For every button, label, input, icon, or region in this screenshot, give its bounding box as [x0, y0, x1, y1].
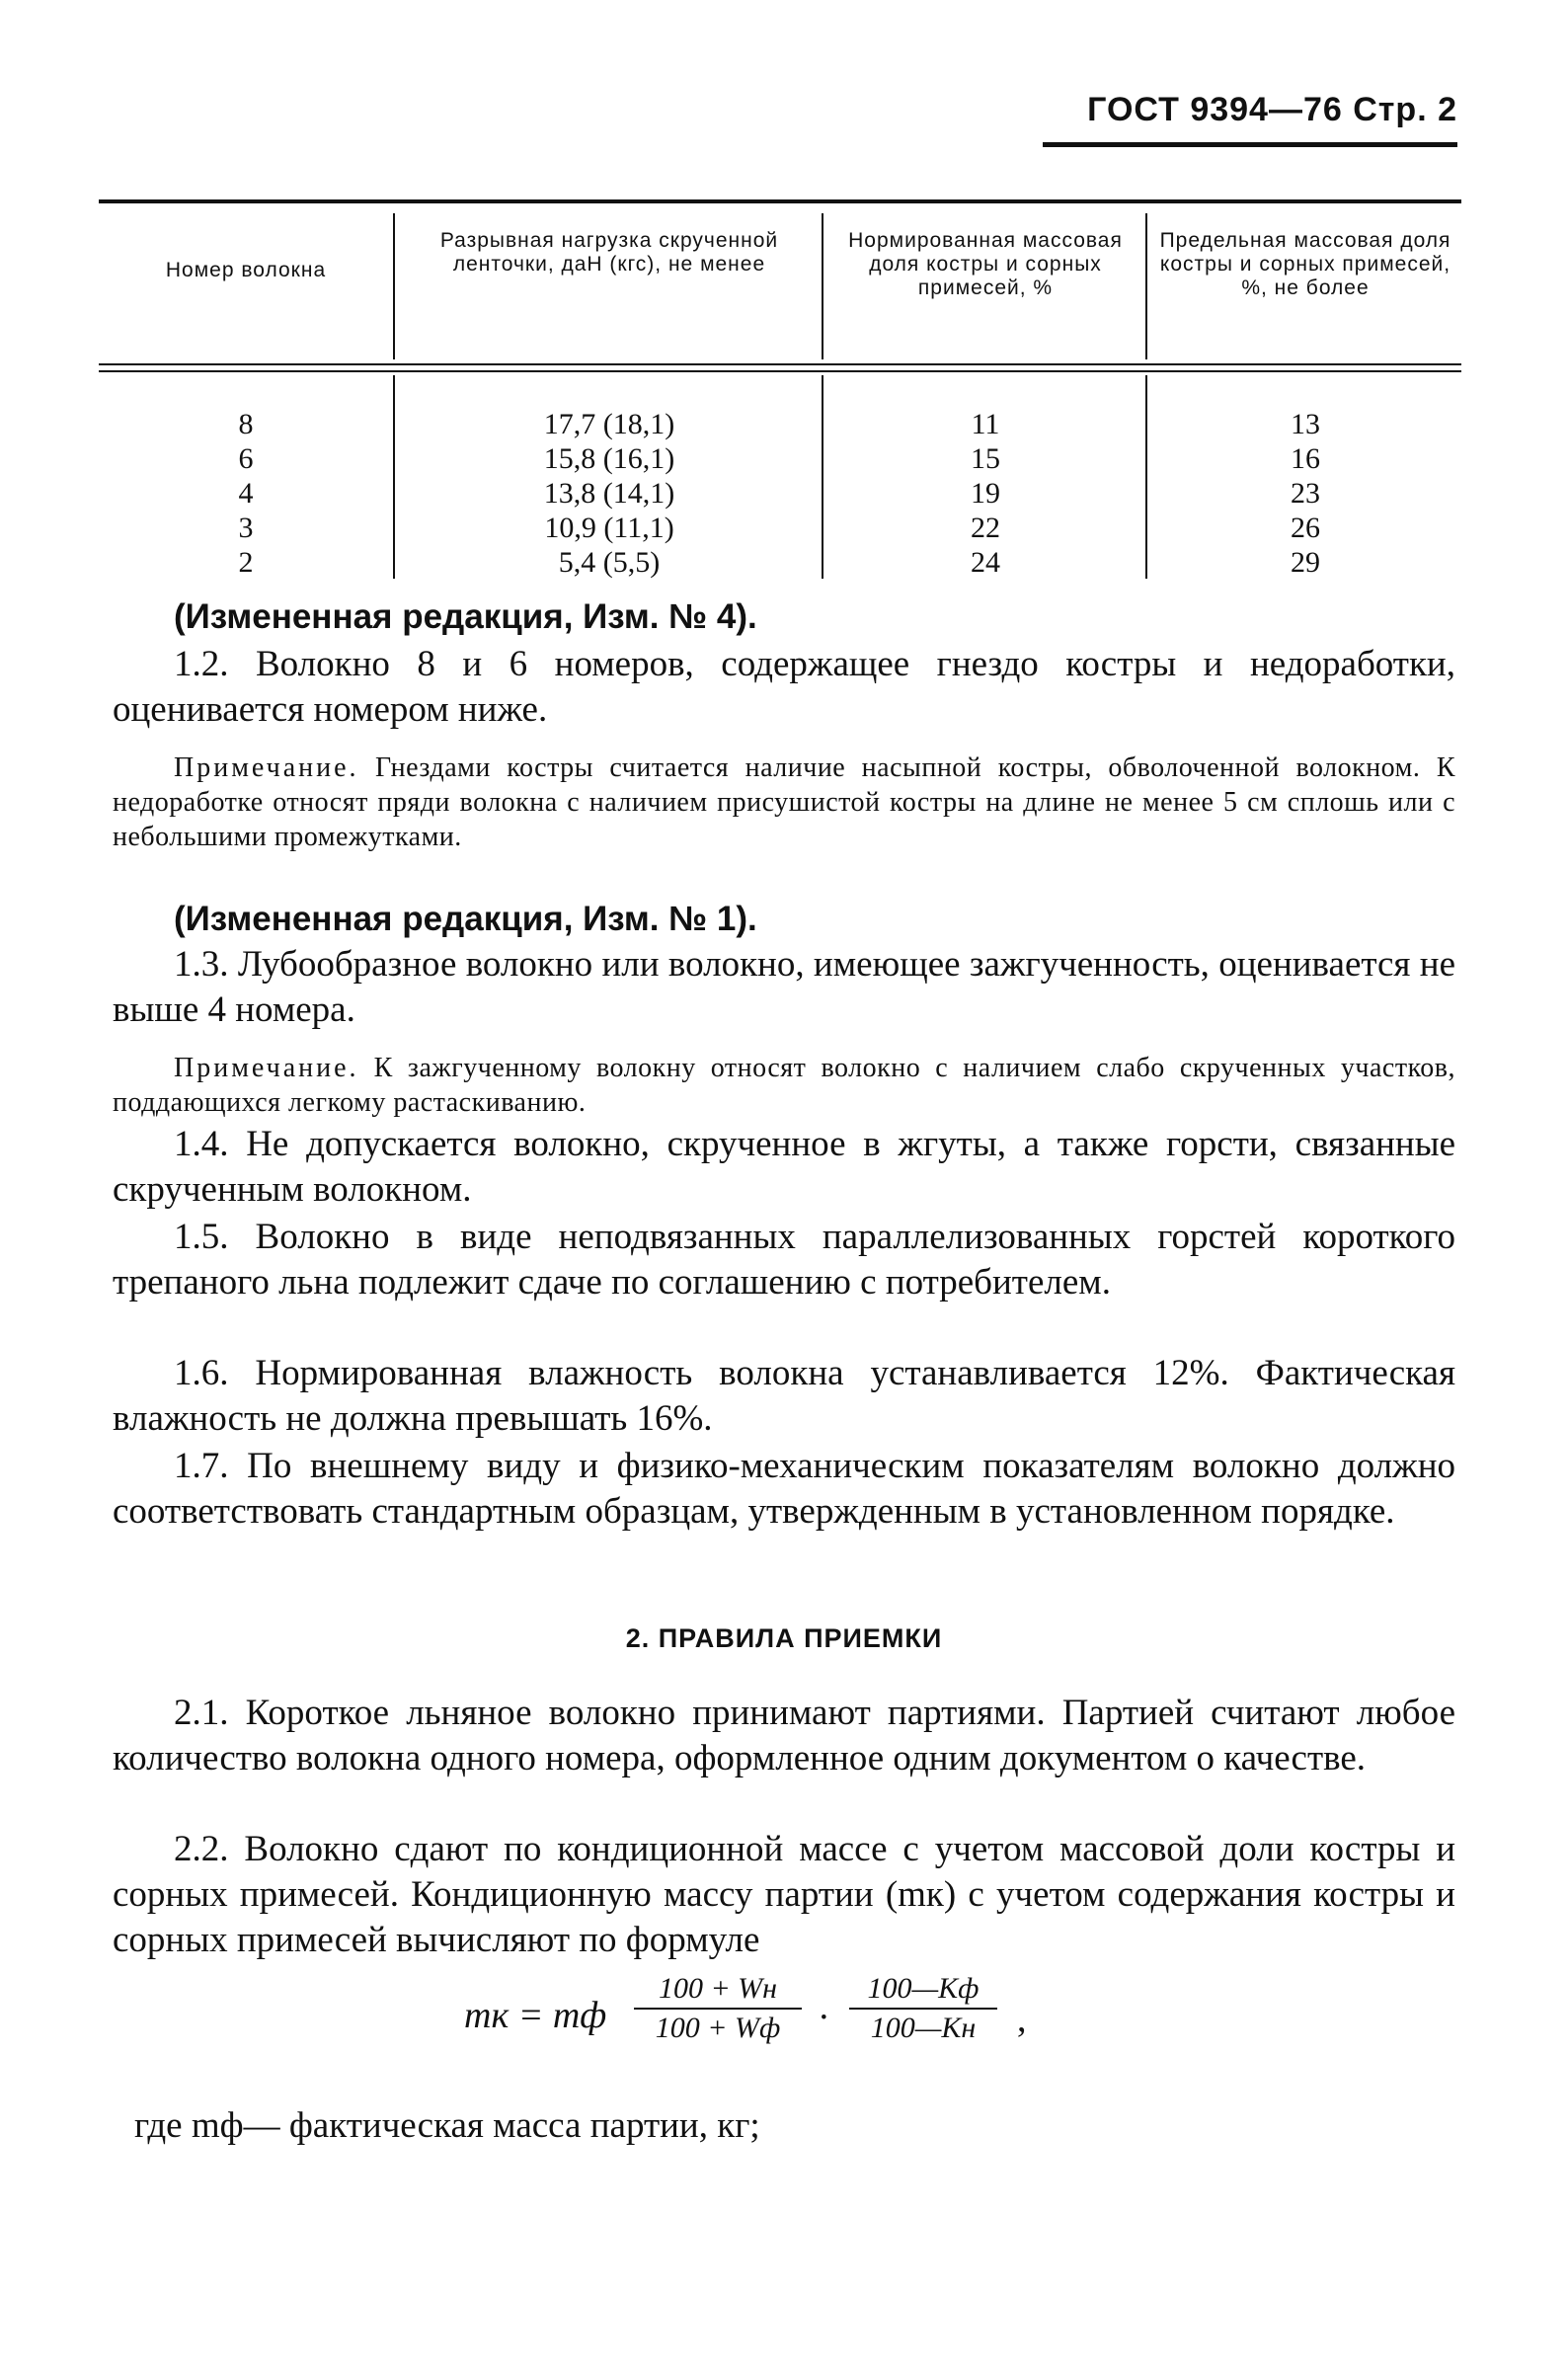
formula-lhs: mк = mф	[464, 1995, 607, 2036]
amendment-note-1: (Измененная редакция, Изм. № 1).	[174, 900, 757, 938]
table-cell: 13	[1291, 408, 1320, 440]
formula-fraction-impurity	[849, 1972, 997, 2045]
conditioned-mass-formula	[464, 1960, 1155, 2079]
column-divider	[1145, 375, 1147, 579]
column-max-share	[1149, 407, 1461, 580]
table-cell: 23	[1291, 477, 1320, 510]
column-fiber-number	[99, 407, 393, 580]
paragraph-1-5: 1.5. Волокно в виде неподвязанных параллелизованных горстей короткого трепаного льна подлежит сдаче по соглашению с потребителем.	[113, 1217, 1455, 1303]
header-rule	[1043, 142, 1457, 147]
header-rule-lower	[99, 370, 1461, 372]
note-text: Гнездами костры считается наличие насыпной костры, обволоченной волокном. К недоработке относят пряди волокна с наличием присушистой костры на длине не менее 5 см сплошь или с небольшими промежутками.	[113, 752, 1455, 852]
column-breaking-load	[397, 407, 822, 580]
table-cell: 29	[1291, 546, 1320, 579]
paragraph-2-2: 2.2. Волокно сдают по кондиционной массе с учетом массовой доли костры и сорных примесей. Кондиционную массу партии (mк) с учетом содержания костры и сорных примесей вычисляют по формуле	[113, 1829, 1455, 1960]
note-1	[113, 750, 1455, 854]
table-cell: 6	[238, 442, 254, 475]
paragraph-1-6: 1.6. Нормированная влажность волокна устанавливается 12%. Фактическая влажность не должна превышать 16%.	[113, 1353, 1455, 1439]
header-cell-normal-share: Нормированная массовая доля костры и сорных примесей, %	[848, 229, 1123, 299]
fraction-numerator: 100 + Wн	[634, 1972, 802, 2010]
header-rule-upper	[99, 363, 1461, 365]
table-cell: 15	[971, 442, 1000, 475]
column-normal-share	[825, 407, 1145, 580]
column-divider	[822, 213, 823, 359]
table-cell: 8	[238, 408, 254, 440]
table-cell: 3	[238, 512, 254, 544]
column-divider	[393, 375, 395, 579]
paragraph-1-4: 1.4. Не допускается волокно, скрученное в жгуты, а также горсти, связанные скрученным волокном.	[113, 1124, 1455, 1210]
table-cell: 13,8 (14,1)	[543, 477, 675, 510]
section-heading: 2. ПРАВИЛА ПРИЕМКИ	[625, 1623, 943, 1653]
formula-fraction-moisture	[634, 1972, 802, 2045]
paragraph-1-2: 1.2. Волокно 8 и 6 номеров, содержащее гнездо костры и недоработки, оценивается номером ниже.	[113, 644, 1455, 730]
table-top-rule	[99, 199, 1461, 203]
fraction-denominator: 100 + Wф	[655, 2012, 781, 2044]
formula-where-clause: где mф— фактическая масса партии, кг;	[134, 2105, 760, 2146]
table-cell: 24	[971, 546, 1000, 579]
column-divider	[1145, 213, 1147, 359]
table-cell: 26	[1291, 512, 1320, 544]
table-cell: 10,9 (11,1)	[544, 512, 674, 544]
table-cell: 17,7 (18,1)	[543, 408, 675, 440]
header-cell-fiber-number: Номер волокна	[165, 259, 327, 281]
header-cell-max-share: Предельная массовая доля костры и сорных примесей, %, не более	[1159, 229, 1451, 299]
paragraph-1-3: 1.3. Лубообразное волокно или волокно, имеющее зажгученность, оценивается не выше 4 номера.	[113, 944, 1455, 1030]
paragraph-1-7: 1.7. По внешнему виду и физико-механическим показателям волокно должно соответствовать стандартным образцам, утвержденным в установленном порядке.	[113, 1446, 1455, 1532]
amendment-note-4: (Измененная редакция, Изм. № 4).	[174, 597, 757, 636]
note-label: Примечание.	[174, 752, 359, 783]
table-cell: 19	[971, 477, 1000, 510]
header-cell-breaking-load: Разрывная нагрузка скрученной ленточки, даН (кгс), не менее	[439, 229, 779, 276]
table-cell: 11	[971, 408, 1000, 440]
table-cell: 15,8 (16,1)	[543, 442, 675, 475]
table-cell: 2	[238, 546, 254, 579]
table-cell: 5,4 (5,5)	[558, 546, 661, 579]
formula-multiply: ·	[818, 1997, 830, 2038]
fraction-denominator: 100—Kн	[870, 2012, 977, 2044]
column-divider	[822, 375, 823, 579]
table-cell: 16	[1291, 442, 1320, 475]
note-2	[113, 1051, 1455, 1120]
page-header: ГОСТ 9394—76 Стр. 2	[1087, 91, 1457, 128]
note-text: К зажгученному волокну относят волокно с наличием слабо скрученных участков, поддающихся легкому растаскиванию.	[113, 1053, 1455, 1118]
table-cell: 22	[971, 512, 1000, 544]
fraction-numerator: 100—Kф	[849, 1972, 997, 2010]
column-divider	[393, 213, 395, 359]
formula-comma: ,	[1017, 1999, 1027, 2040]
paragraph-2-1: 2.1. Короткое льняное волокно принимают партиями. Партией считают любое количество волокна одного номера, оформленное одним документом о качестве.	[113, 1693, 1455, 1778]
note-label: Примечание.	[174, 1053, 359, 1083]
table-cell: 4	[238, 477, 254, 510]
